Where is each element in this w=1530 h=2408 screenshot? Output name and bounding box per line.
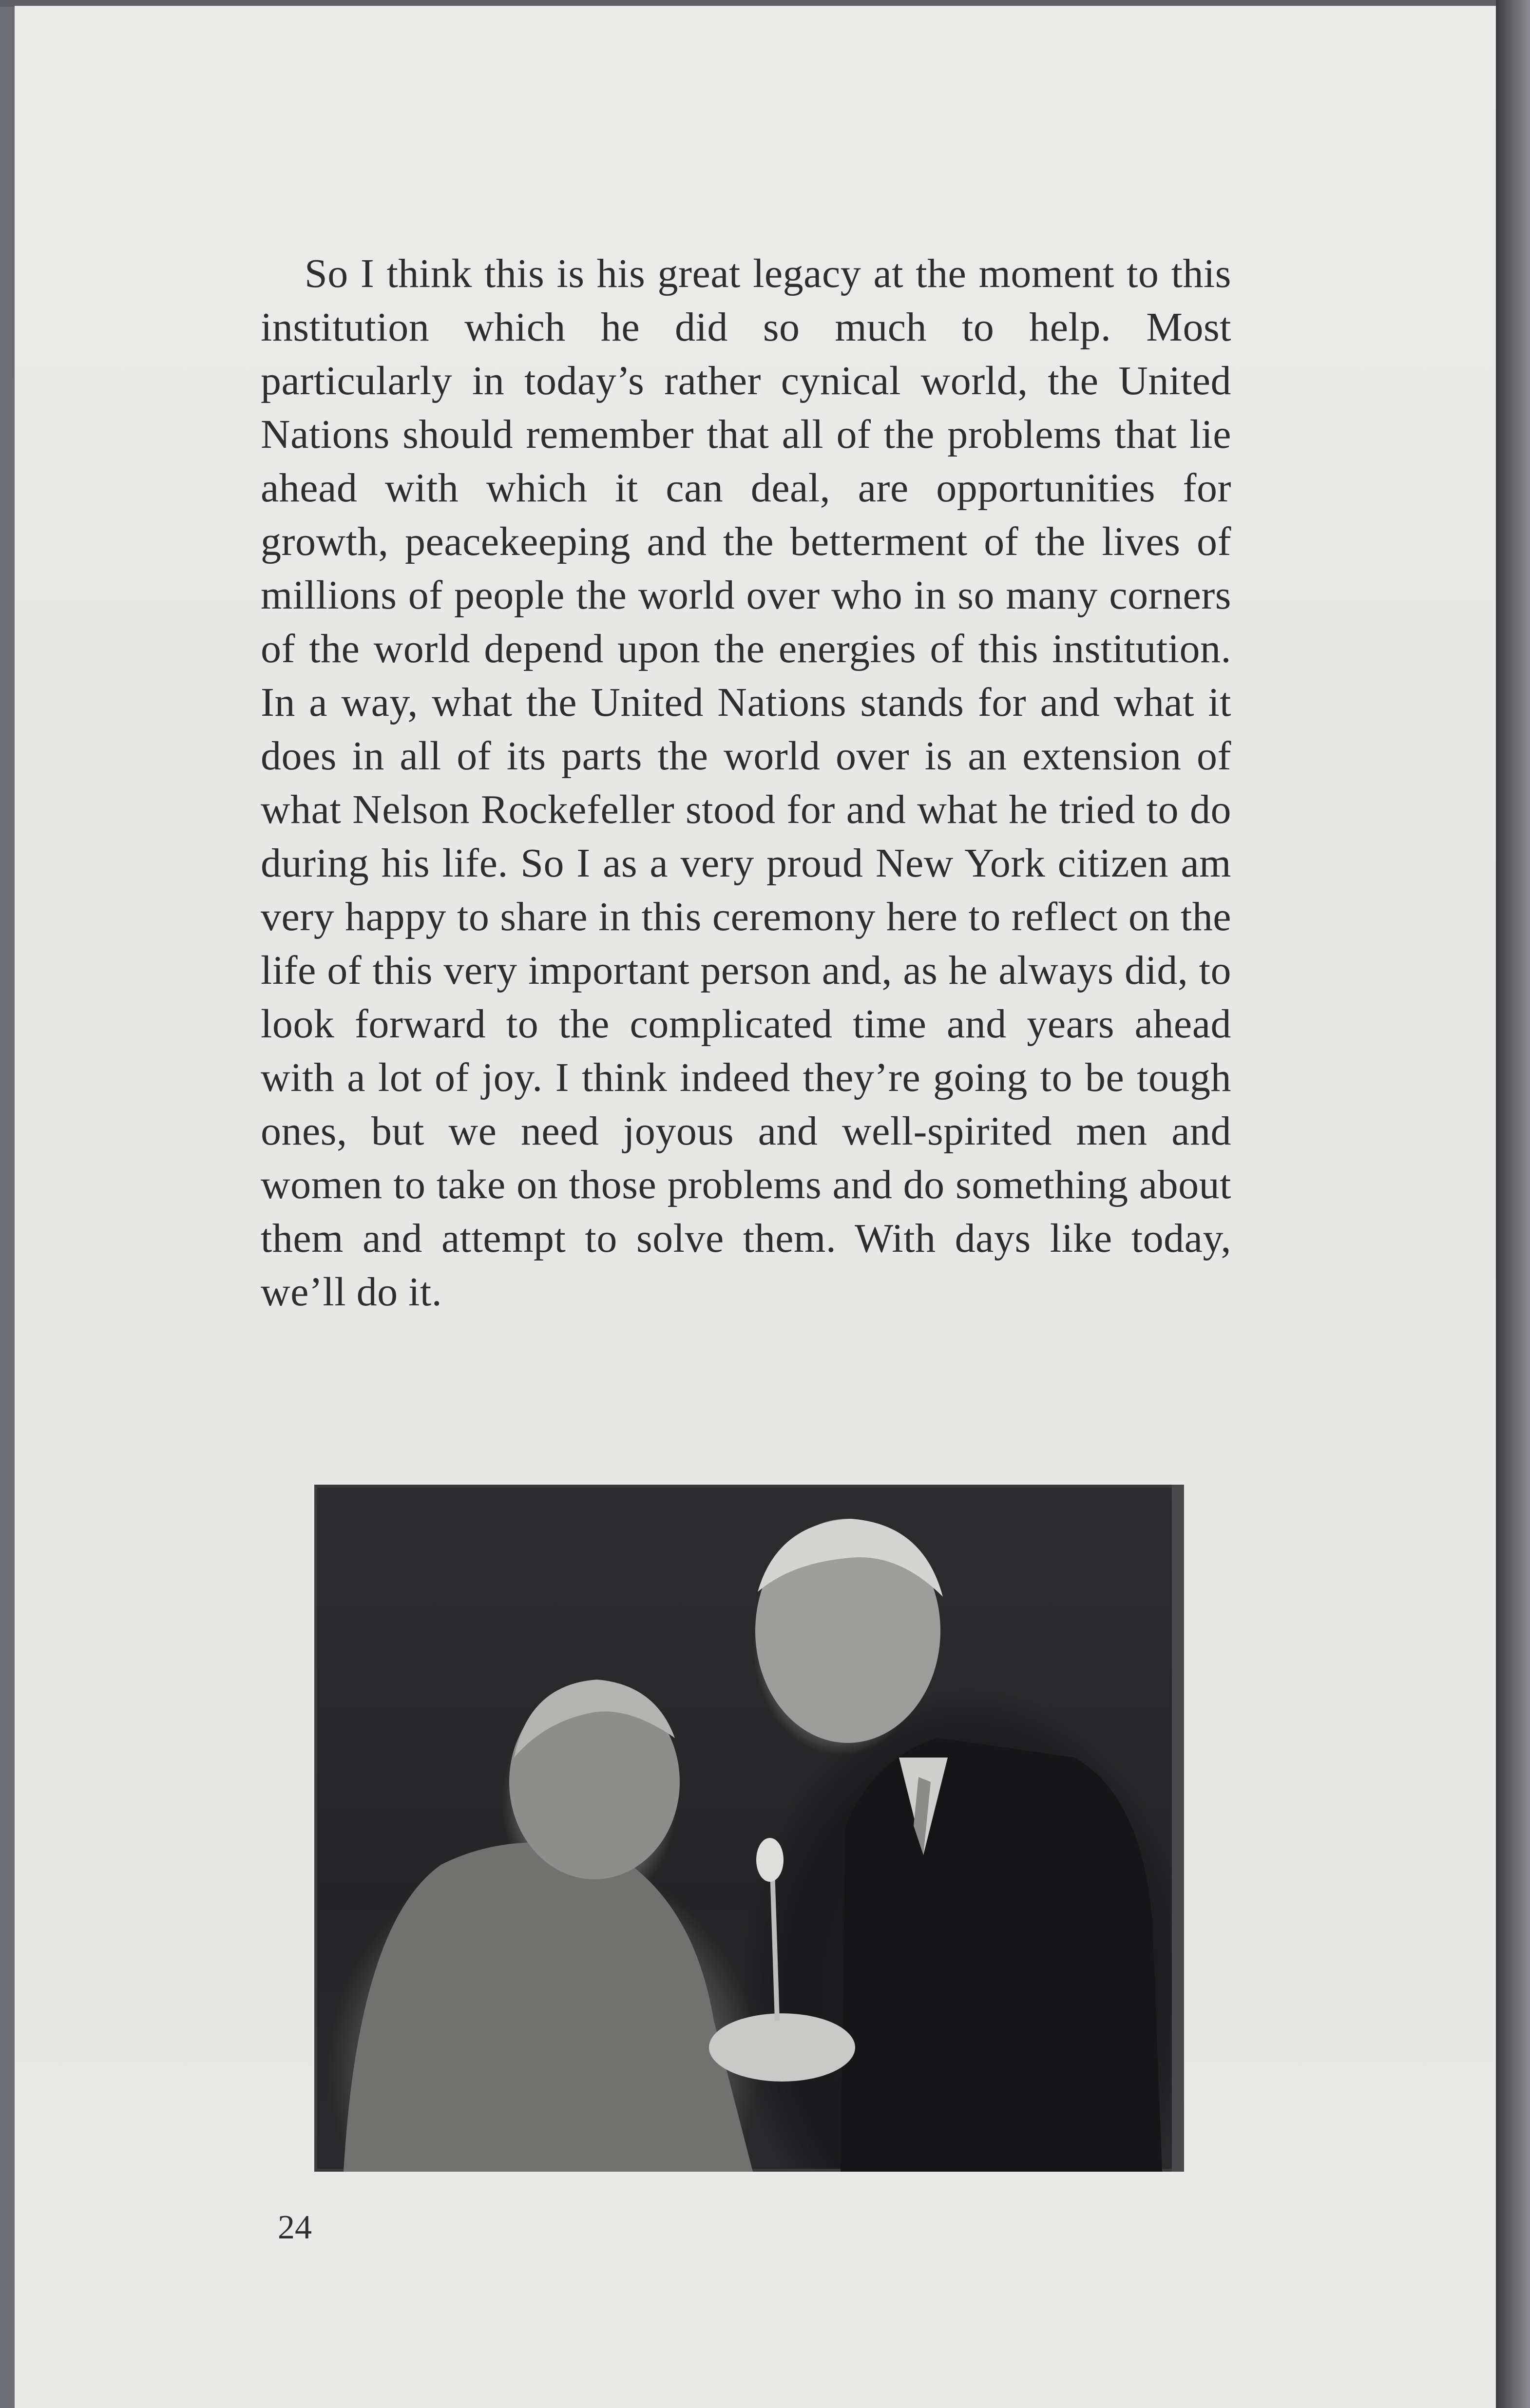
scan-right-edge bbox=[1496, 0, 1530, 2408]
photo-illustration bbox=[314, 1485, 1184, 2172]
paragraph-text: So I think this is his great legacy at the moment to this institution which he did so much to help. Most particularly in today’s rather cynical world, the United Nations should remember that all of the problems that lie ahead with which it can deal, are opportunities for growth, peacekeeping and the betterment of the lives of millions of people the world over who in so many corners of the world depend upon the energies of this institution. In a way, what the United Nations stands for and what it does in all of its parts the world over is an extension of what Nelson Rockefeller stood for and what he tried to do during his life. So I as a very proud New York citizen am very happy to share in this ceremony here to reflect on the life of this very important person and, as he always did, to look forward to the complicated time and years ahead with a lot of joy. I think indeed they’re going to be tough ones, but we need joyous and well-spirited men and women to take on those problems and do something about them and attempt to solve them. With days like today, we’ll do it. bbox=[261, 251, 1231, 1315]
book-page bbox=[15, 6, 1496, 2408]
page-number: 24 bbox=[278, 2209, 312, 2246]
photograph bbox=[314, 1485, 1184, 2172]
body-paragraph bbox=[261, 247, 1231, 1319]
